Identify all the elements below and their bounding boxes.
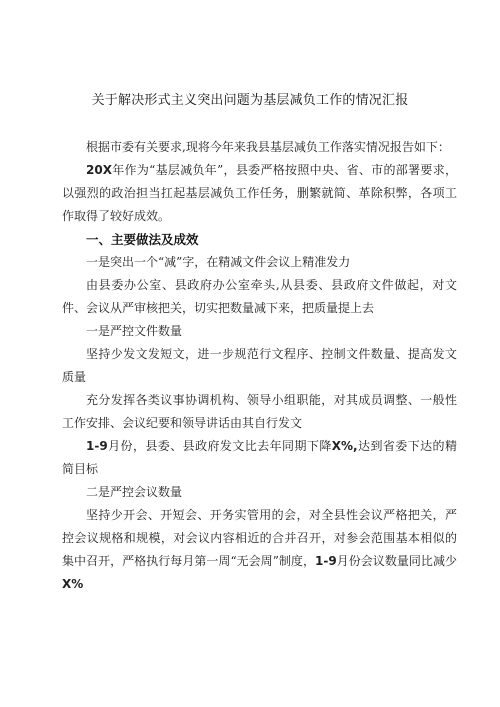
files-stat-text: 月份，县委、县政府发文比去年同期下降 xyxy=(107,439,332,453)
paragraph-files-stat xyxy=(62,435,457,481)
paragraph-subpoint-meetings: 二是严控会议数量 xyxy=(86,485,183,499)
paragraph-point-1: 一是突出一个“减”字，在精减文件会议上精准发力 xyxy=(86,255,351,269)
document-body xyxy=(62,136,457,596)
files-stat-percent: X%, xyxy=(331,439,358,453)
paragraph-subpoint-files: 一是严控文件数量 xyxy=(86,324,183,338)
meetings-detail-text: 坚持少开会、开短会、开务实管用的会，对全县性会议严格把关，严控会议规格和规模，对会议内容相近的合并召开，对参会范围基本相似的集中召开，严格执行每月第一周“无会周”制度， xyxy=(62,508,457,568)
paragraph-meetings-detail xyxy=(62,504,457,596)
meetings-detail-tail: 月份会议数量同比减少 xyxy=(336,554,457,568)
year-summary-text: 年作为“基层减负年”，县委严格按照中央、省、市的部署要求，以强烈的政治担当扛起基层减负工作任务，删繁就简、革除积弊，各项工作取得了较好成效。 xyxy=(62,163,457,223)
document-title: 关于解决形式主义突出问题为基层减负工作的情况汇报 xyxy=(91,93,409,108)
year-lead: 20X xyxy=(86,163,112,177)
files-stat-lead: 1-9 xyxy=(86,439,108,453)
section-heading: 一、主要做法及成效 xyxy=(86,232,199,247)
paragraph-files-detail-1: 坚持少发文发短文，进一步规范行文程序、控制文件数量、提高发文质量 xyxy=(62,347,457,384)
meetings-percent: X% xyxy=(62,577,84,591)
paragraph-files-detail-2: 充分发挥各类议事协调机构、领导小组职能，对其成员调整、一般性工作安排、会议纪要和领导讲话由其自行发文 xyxy=(62,393,457,430)
files-stat-tail: 达到省委下达的精简目标 xyxy=(62,439,457,476)
paragraph-year-summary xyxy=(62,159,457,228)
paragraph-point-1-detail: 由县委办公室、县政府办公室牵头,从县委、县政府文件做起，对文件、会议从严审核把关，切实把数量减下来，把质量提上去 xyxy=(62,278,457,315)
paragraph-intro: 根据市委有关要求,现将今年来我县基层减负工作落实情况报告如下： xyxy=(86,140,450,154)
meetings-months: 1-9 xyxy=(314,554,337,568)
